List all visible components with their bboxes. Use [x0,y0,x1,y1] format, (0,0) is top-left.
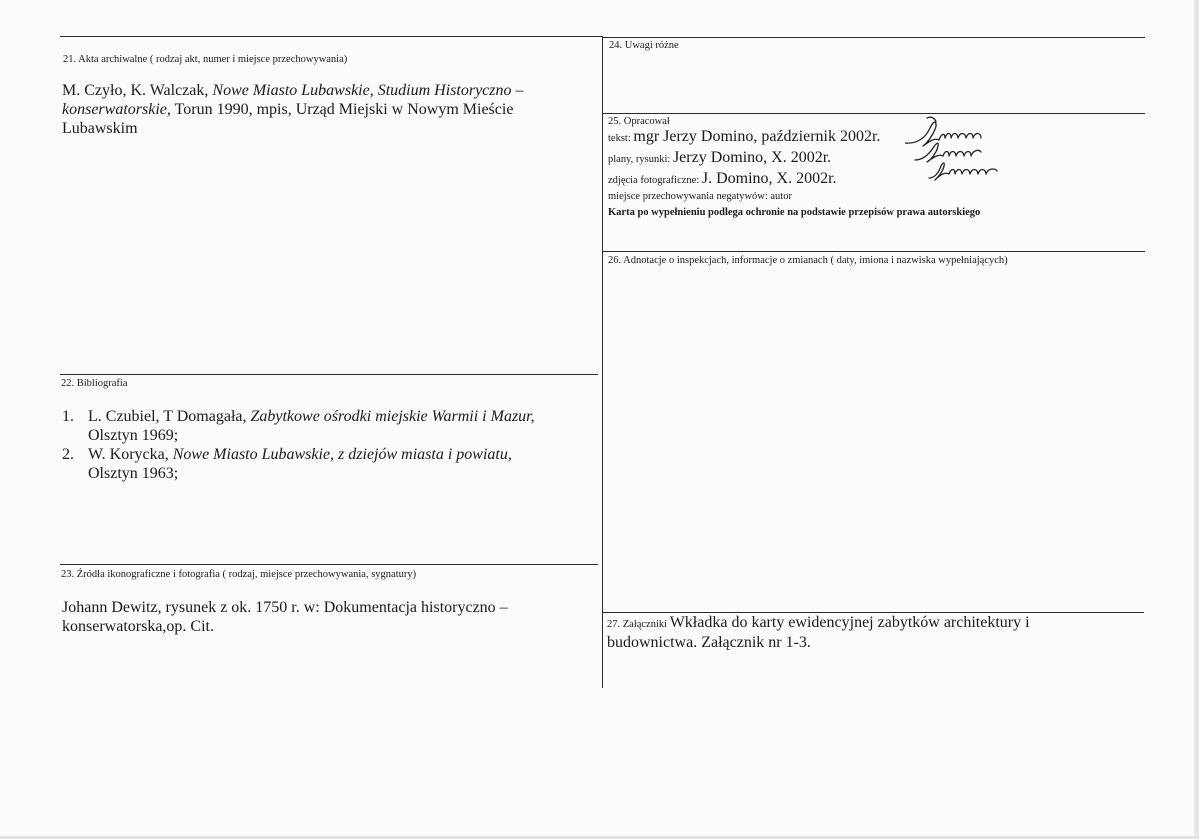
rule-22 [60,374,598,375]
bibliography-item-2-text [88,445,512,464]
section-27-label: 27. Załączniki [607,619,670,630]
section-21-label: 21. Akta archiwalne ( rodzaj akt, numer i miejsce przechowywania) [63,54,348,65]
item-place: Olsztyn 1969; [88,427,179,444]
section-23-text [62,598,592,638]
sec21-rest2: Lubawskim [62,120,138,137]
rule-27 [603,612,1144,613]
sec23-line1: Johann Dewitz, rysunek z ok. 1750 r. w: Dokumentacja historyczno – [62,599,508,616]
tekst-label: tekst: [608,133,634,144]
negatives-location: miejsce przechowywania negatywów: autor [608,191,792,202]
sec21-title-b: konserwatorskie [62,101,167,118]
top-rule-left [60,36,602,37]
bibliography-list [62,407,592,487]
section-22-label: 22. Bibliografia [61,378,128,389]
paper-edge-shadow [1194,0,1199,839]
bibliography-item-1 [62,407,74,426]
zdjecia-value: J. Domino, X. 2002r. [701,170,837,187]
top-rule-right [602,37,1145,38]
bibliography-item-2 [62,445,74,464]
section-23-label: 23. Źródła ikonograficzne i fotografia ( rodzaj, miejsce przechowywania, sygnatury) [61,569,417,580]
item-title: Zabytkowe ośrodki miejskie Warmii i Mazur, [250,408,535,425]
item-place: Olsztyn 1963; [88,465,179,482]
item-title: Nowe Miasto Lubawskie, z dziejów miasta i powiatu, [172,446,512,463]
item-authors: L. Czubiel, T Domagała, [88,408,251,425]
authorship-plans [608,149,831,167]
sec21-title-a: Nowe Miasto Lubawskie, Studium Historyczno – [212,82,524,99]
tekst-value: mgr Jerzy Domino, październik 2002r. [633,128,881,145]
authorship-photos [608,170,837,188]
section-24-label: 24. Uwagi różne [609,40,679,51]
sec23-line2: konserwatorska,op. Cit. [62,618,214,635]
zdjecia-label: zdjęcia fotograficzne: [608,175,702,186]
section-27 [607,614,1030,632]
column-divider [602,36,603,688]
attachments-line1: Wkładka do karty ewidencyjnej zabytków architektury i [669,614,1030,631]
item-number: 1. [62,408,74,425]
section-26-label: 26. Adnotacje o inspekcjach, informacje o zmianach ( daty, imiona i nazwiska wypełniających) [608,255,1008,266]
item-authors: W. Korycka, [88,446,173,463]
copyright-notice: Karta po wypełnieniu podlega ochronie na podstawie przepisów prawa autorskiego [608,207,981,218]
sec21-authors: M. Czyło, K. Walczak, [62,82,213,99]
item-number: 2. [62,446,74,463]
sec21-rest: , Torun 1990, mpis, Urząd Miejski w Nowym Mieście [166,101,514,118]
attachments-line2: budownictwa. Załącznik nr 1-3. [607,634,811,651]
section-25-label: 25. Opracował [608,116,670,127]
rule-25 [603,113,1145,114]
rule-23 [60,564,598,565]
rule-26 [603,251,1145,252]
authorship-text [608,128,880,146]
plany-label: plany, rysunki: [608,154,673,165]
handwritten-signature [905,116,1015,192]
plany-value: Jerzy Domino, X. 2002r. [672,149,832,166]
bibliography-item-1-text [88,407,535,426]
